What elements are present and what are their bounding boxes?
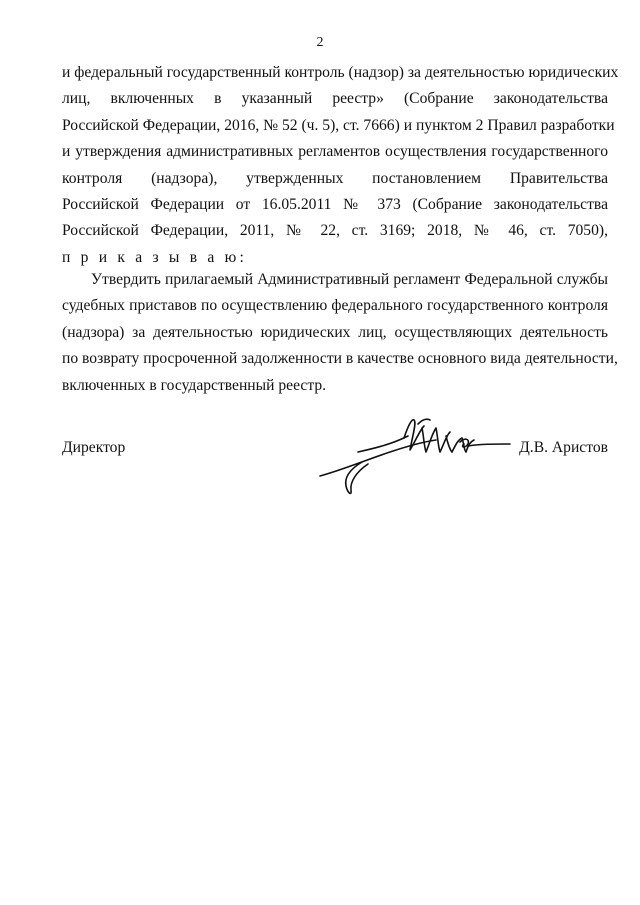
text-line: и федеральный государственный контроль (надзор) за деятельностью юридических <box>62 64 619 81</box>
page-number: 2 <box>316 35 324 50</box>
text-line: лиц, включенных в указанный реестр» (Собрание законодательства <box>62 90 608 108</box>
paragraph-legal-basis <box>62 60 619 271</box>
text-line: (надзора) за деятельностью юридических лиц, осуществляющих деятельность <box>62 323 608 341</box>
text-line: контроля (надзора), утвержденных постановлением Правительства <box>62 169 608 187</box>
text-line: и утверждения административных регламентов осуществления государственного <box>62 143 608 161</box>
text-line: Российской Федерации, 2016, № 52 (ч. 5), ст. 7666) и пунктом 2 Правил разработки <box>62 116 615 134</box>
text-line: Российской Федерации от 16.05.2011 № 373 (Собрание законодательства <box>62 195 608 213</box>
handwritten-signature <box>318 412 514 498</box>
signer-name: Д.В. Аристов <box>519 439 608 456</box>
text-line: Утвердить прилагаемый Административный регламент Федеральной службы <box>91 271 608 288</box>
paragraph-order <box>62 267 618 399</box>
text-line: по возврату просроченной задолженности в качестве основного вида деятельности, <box>62 350 618 368</box>
position-title: Директор <box>62 439 126 456</box>
order-keyword: п р и к а з ы в а ю: <box>62 248 247 266</box>
text-line: Российской Федерации, 2011, № 22, ст. 3169; 2018, № 46, ст. 7050), <box>62 222 608 240</box>
text-line: судебных приставов по осуществлению федерального государственного контроля <box>62 297 608 315</box>
text-line: включенных в государственный реестр. <box>62 376 327 394</box>
